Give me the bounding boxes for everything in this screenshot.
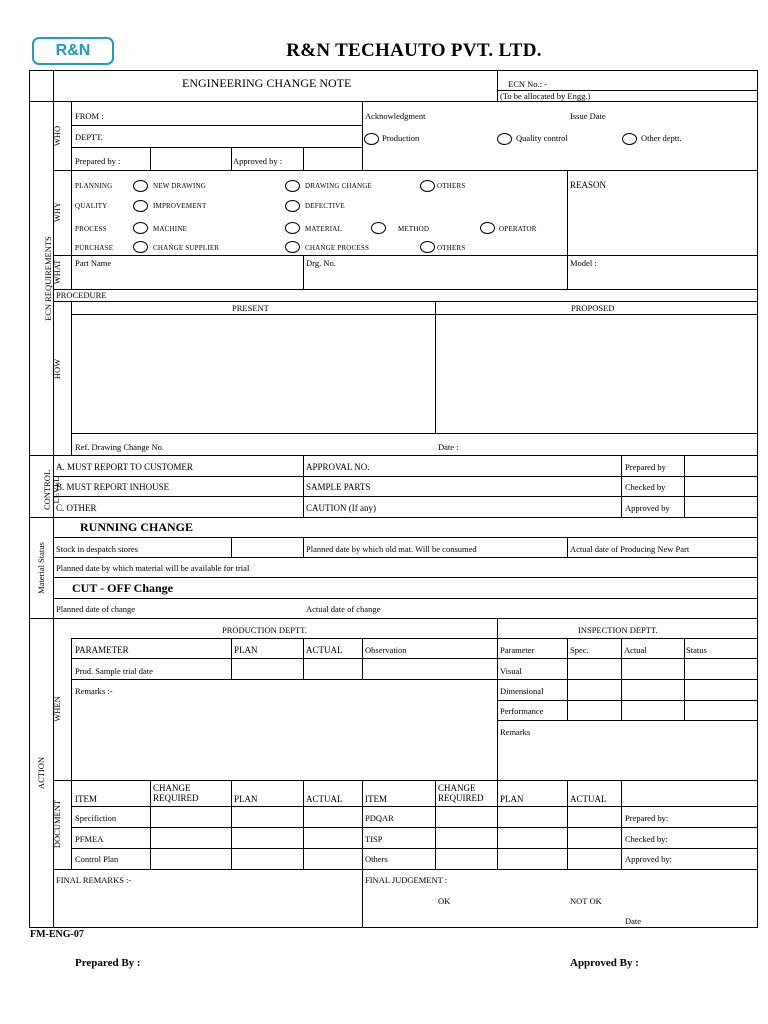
why-drawing-change: DRAWING CHANGE — [305, 182, 372, 190]
how-proposed: PROPOSED — [571, 303, 615, 313]
final-ok: OK — [438, 896, 451, 906]
control-sample-parts: SAMPLE PARTS — [306, 482, 371, 492]
who-from: FROM : — [75, 111, 104, 121]
label-ecn-requirements: ECN REQUIREMENTS — [43, 236, 53, 321]
material-actual-new: Actual date of Producing New Part — [570, 544, 690, 554]
control-approval-no: APPROVAL NO. — [306, 462, 370, 472]
doc-plan-1: PLAN — [234, 794, 258, 804]
action-dimensional: Dimensional — [500, 686, 544, 696]
radio-material[interactable] — [285, 222, 300, 234]
action-i-status: Status — [686, 645, 707, 655]
what-drg-no: Drg. No. — [306, 258, 336, 268]
radio-method[interactable] — [371, 222, 386, 234]
action-remarks-prod: Remarks :- — [75, 686, 113, 696]
action-performance: Performance — [500, 706, 544, 716]
doc-actual-1: ACTUAL — [306, 794, 343, 804]
radio-defective[interactable] — [285, 200, 300, 212]
radio-other-deptt[interactable] — [622, 133, 637, 145]
why-process: PROCESS — [75, 225, 107, 233]
doc-tisp: TISP — [365, 834, 383, 844]
label-when: WHEN — [52, 696, 62, 722]
why-defective: DEFECTIVE — [305, 202, 345, 210]
radio-new-drawing[interactable] — [133, 180, 148, 192]
who-issue-date: Issue Date — [570, 111, 606, 121]
radio-quality-control[interactable] — [497, 133, 512, 145]
label-material-status: Material Status — [36, 542, 46, 594]
material-planned-old: Planned date by which old mat. Will be consumed — [306, 544, 477, 554]
why-operator: OPERATOR — [499, 225, 537, 233]
ecn-allocated-note: (To be allocated by Engg.) — [500, 91, 591, 101]
doc-control-plan: Control Plan — [75, 854, 119, 864]
action-actual: ACTUAL — [306, 645, 343, 655]
control-prepared-by: Prepared by — [625, 462, 666, 472]
radio-improvement[interactable] — [133, 200, 148, 212]
why-others-2: OTHERS — [437, 244, 466, 252]
how-ref-drawing: Ref. Drawing Change No. — [75, 442, 164, 452]
doc-change-required-1: CHANGE REQUIRED — [153, 783, 199, 803]
why-improvement: IMPROVEMENT — [153, 202, 207, 210]
doc-plan-2: PLAN — [500, 794, 524, 804]
form-number: FM-ENG-07 — [30, 929, 84, 940]
why-machine: MACHINE — [153, 225, 188, 233]
who-production: Production — [382, 133, 420, 143]
who-quality-control: Quality control — [516, 133, 568, 143]
who-acknowledgment: Acknowledgment — [365, 111, 426, 121]
doc-item-2: ITEM — [365, 794, 387, 804]
action-observation: Observation — [365, 645, 407, 655]
who-prepared-by: Prepared by : — [75, 156, 121, 166]
material-planned-avail: Planned date by which material will be available for trial — [56, 563, 250, 573]
action-production-deptt: PRODUCTION DEPTT. — [222, 625, 307, 635]
who-deptt: DEPTT. — [75, 132, 103, 142]
radio-others-2[interactable] — [420, 241, 435, 253]
radio-change-process[interactable] — [285, 241, 300, 253]
radio-production[interactable] — [364, 133, 379, 145]
material-planned-change: Planned date of change — [56, 604, 136, 614]
final-date: Date — [625, 916, 642, 926]
final-remarks: FINAL REMARKS :- — [56, 875, 132, 885]
label-how: HOW — [52, 358, 62, 380]
ecn-no-label: ECN No.: - — [508, 79, 547, 89]
action-inspection-deptt: INSPECTION DEPTT. — [578, 625, 658, 635]
why-planning: PLANNING — [75, 182, 113, 190]
label-why: WHY — [52, 201, 62, 223]
material-actual-change: Actual date of change — [306, 604, 381, 614]
ecn-title: ENGINEERING CHANGE NOTE — [182, 76, 352, 90]
material-running-change: RUNNING CHANGE — [80, 520, 194, 534]
label-action: ACTION — [36, 756, 46, 790]
company-name: R&N TECHAUTO PVT. LTD. — [286, 40, 542, 61]
action-prod-sample: Prod. Sample trial date — [75, 666, 153, 676]
why-new-drawing: NEW DRAWING — [153, 182, 207, 190]
doc-actual-2: ACTUAL — [570, 794, 607, 804]
label-control-level: CONTROL LEVEL — [42, 469, 61, 510]
why-quality: QUALITY — [75, 202, 108, 210]
control-a: A. MUST REPORT TO CUSTOMER — [56, 462, 193, 472]
why-reason: REASON — [570, 180, 607, 190]
material-stock: Stock in despatch stores — [56, 544, 138, 554]
action-plan: PLAN — [234, 645, 258, 655]
what-model: Model : — [570, 258, 597, 268]
why-method: METHOD — [398, 225, 430, 233]
what-part-name: Part Name — [75, 258, 112, 268]
why-material: MATERIAL — [305, 225, 342, 233]
material-cut-off: CUT - OFF Change — [72, 581, 174, 595]
radio-drawing-change[interactable] — [285, 180, 300, 192]
control-checked-by: Checked by — [625, 482, 666, 492]
action-i-remarks: Remarks — [500, 727, 531, 737]
how-present: PRESENT — [232, 303, 269, 313]
action-i-parameter: Parameter — [500, 645, 535, 655]
why-others-1: OTHERS — [437, 182, 466, 190]
company-logo: R&N — [32, 37, 114, 65]
how-date: Date : — [438, 442, 459, 452]
footer-prepared-by: Prepared By : — [75, 957, 141, 969]
doc-pfmea: PFMEA — [75, 834, 104, 844]
label-document: DOCUMENT — [52, 799, 62, 849]
radio-change-supplier[interactable] — [133, 241, 148, 253]
how-procedure: PROCEDURE — [56, 290, 107, 300]
doc-specifiction: Specifiction — [75, 813, 117, 823]
final-judgement: FINAL JUDGEMENT : — [365, 875, 448, 885]
control-approved-by: Approved by — [625, 503, 670, 513]
action-parameter: PARAMETER — [75, 645, 129, 655]
doc-pdqar: PDQAR — [365, 813, 394, 823]
radio-operator[interactable] — [480, 222, 495, 234]
doc-checked-by: Checked by: — [625, 834, 668, 844]
why-change-supplier: CHANGE SUPPLIER — [153, 244, 220, 252]
control-c: C. OTHER — [56, 503, 97, 513]
doc-others: Others — [365, 854, 388, 864]
doc-item-1: ITEM — [75, 794, 97, 804]
label-who: WHO — [52, 125, 62, 147]
label-what: WHAT — [52, 259, 62, 285]
doc-change-required-2: CHANGE REQUIRED — [438, 783, 484, 803]
doc-approved-by: Approved by: — [625, 854, 672, 864]
who-approved-by: Approved by : — [233, 156, 283, 166]
who-other-deptt: Other deptt. — [641, 133, 682, 143]
why-change-process: CHANGE PROCESS — [305, 244, 370, 252]
final-not-ok: NOT OK — [570, 896, 602, 906]
action-visual: Visual — [500, 666, 522, 676]
radio-others-1[interactable] — [420, 180, 435, 192]
doc-prepared-by: Prepared by: — [625, 813, 669, 823]
radio-machine[interactable] — [133, 222, 148, 234]
footer-approved-by: Approved By : — [570, 957, 639, 969]
control-b: B. MUST REPORT INHOUSE — [56, 482, 170, 492]
action-i-spec: Spec. — [570, 645, 589, 655]
why-purchase: PURCHASE — [75, 244, 114, 252]
control-caution: CAUTION (If any) — [306, 503, 376, 513]
action-i-actual: Actual — [624, 645, 647, 655]
